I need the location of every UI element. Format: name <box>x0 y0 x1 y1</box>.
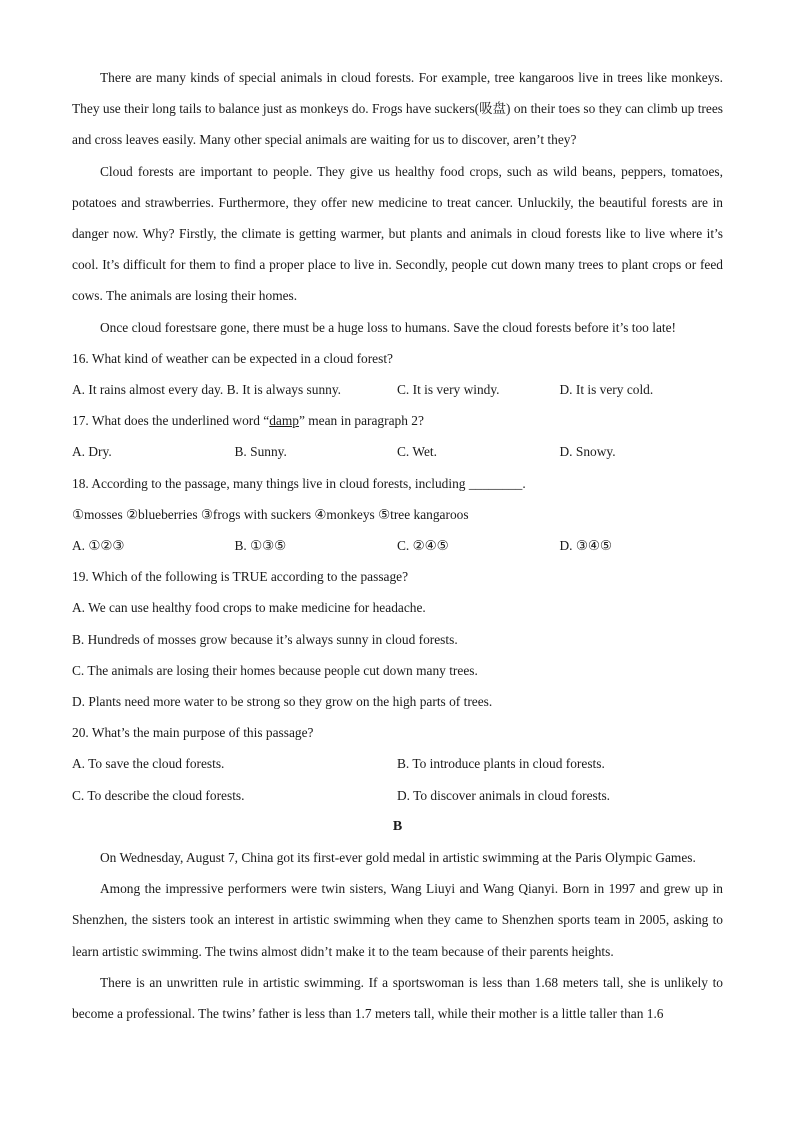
question-20-option-c: C. To describe the cloud forests. <box>72 787 245 803</box>
question-18-stem: 18. According to the passage, many things live in cloud forests, including ________. <box>72 475 526 491</box>
underlined-word: damp <box>269 413 299 429</box>
passage-a-paragraph-2: Cloud forests are important to people. They give us healthy food crops, such as wild beans, peppers, tomatoes, potatoes and strawberries. Furthermore, they offer new medicine to treat cancer. Unluckily, the beautiful forests are in danger now. Why? Firstly, the climate is getting warmer, but plants and animals in cloud forests like to live where it’s cool. It’s difficult for them to find a proper place to live in. Secondly, people cut down many trees to plant crops or feed cows. The animals are losing their homes. <box>72 163 723 304</box>
question-20-option-b: B. To introduce plants in cloud forests. <box>397 756 605 772</box>
question-18-option-d: D. ③④⑤ <box>559 538 612 554</box>
question-17-option-b: B. Sunny. <box>234 444 287 460</box>
question-16-option-ab: A. It rains almost every day. B. It is always sunny. <box>72 382 342 398</box>
question-19-option-b: B. Hundreds of mosses grow because it’s always sunny in cloud forests. <box>72 631 458 647</box>
question-16-options <box>72 374 723 405</box>
passage-b-paragraph-1: On Wednesday, August 7, China got its first-ever gold medal in artistic swimming at the Paris Olympic Games. <box>100 850 696 866</box>
question-17-options <box>72 436 723 467</box>
question-19-option-d: D. Plants need more water to be strong so they grow on the high parts of trees. <box>72 694 493 710</box>
question-17-option-d: D. Snowy. <box>559 444 616 460</box>
question-18-option-a: A. ①②③ <box>72 538 125 554</box>
question-20-option-a: A. To save the cloud forests. <box>72 756 225 772</box>
question-19-stem: 19. Which of the following is TRUE according to the passage? <box>72 569 409 585</box>
section-heading-b: B <box>392 818 403 834</box>
question-17-stem-pre: 17. What does the underlined word “ <box>72 413 270 429</box>
question-17-stem-post: ” mean in paragraph 2? <box>298 413 424 429</box>
question-18-items: ①mosses ②blueberries ③frogs with suckers ④monkeys ⑤tree kangaroos <box>72 506 469 522</box>
question-20-option-d: D. To discover animals in cloud forests. <box>397 787 611 803</box>
passage-a-paragraph-3: Once cloud forestsare gone, there must be a huge loss to humans. Save the cloud forests before it’s too late! <box>100 319 677 335</box>
question-17-option-c: C. Wet. <box>397 444 437 460</box>
question-18-options <box>72 530 723 561</box>
question-20-stem: 20. What’s the main purpose of this passage? <box>72 725 314 741</box>
passage-a-paragraph-1: There are many kinds of special animals in cloud forests. For example, tree kangaroos live in trees like monkeys. They use their long tails to balance just as monkeys do. Frogs have suckers(吸盘) on their toes so they can climb up trees and cross leaves easily. Many other special animals are waiting for us to discover, aren’t they? <box>72 70 723 148</box>
document-content <box>72 62 723 1029</box>
question-18-option-c: C. ②④⑤ <box>397 538 449 554</box>
passage-b-paragraph-2: Among the impressive performers were twin sisters, Wang Liuyi and Wang Qianyi. Born in 1997 and grew up in Shenzhen, the sisters took an interest in artistic swimming when they came to Shenzhen sports team in 2005, asking to learn artistic swimming. The twins almost didn’t make it to the team because of their parents heights. <box>72 881 723 959</box>
question-19-option-a: A. We can use healthy food crops to make medicine for headache. <box>72 600 426 616</box>
question-16-option-c: C. It is very windy. <box>397 382 500 398</box>
question-16-option-d: D. It is very cold. <box>559 382 654 398</box>
question-17-stem <box>72 405 723 436</box>
question-20-options-row-1 <box>72 748 723 779</box>
question-17-option-a: A. Dry. <box>72 444 112 460</box>
passage-b-paragraph-3: There is an unwritten rule in artistic swimming. If a sportswoman is less than 1.68 meters tall, she is unlikely to become a professional. The twins’ father is less than 1.7 meters tall, while their mother is a little taller than 1.6 <box>72 974 723 1022</box>
question-16-stem: 16. What kind of weather can be expected in a cloud forest? <box>72 350 393 366</box>
question-18-option-b: B. ①③⑤ <box>234 538 287 554</box>
question-19-option-c: C. The animals are losing their homes because people cut down many trees. <box>72 662 478 678</box>
question-20-options-row-2 <box>72 780 723 811</box>
